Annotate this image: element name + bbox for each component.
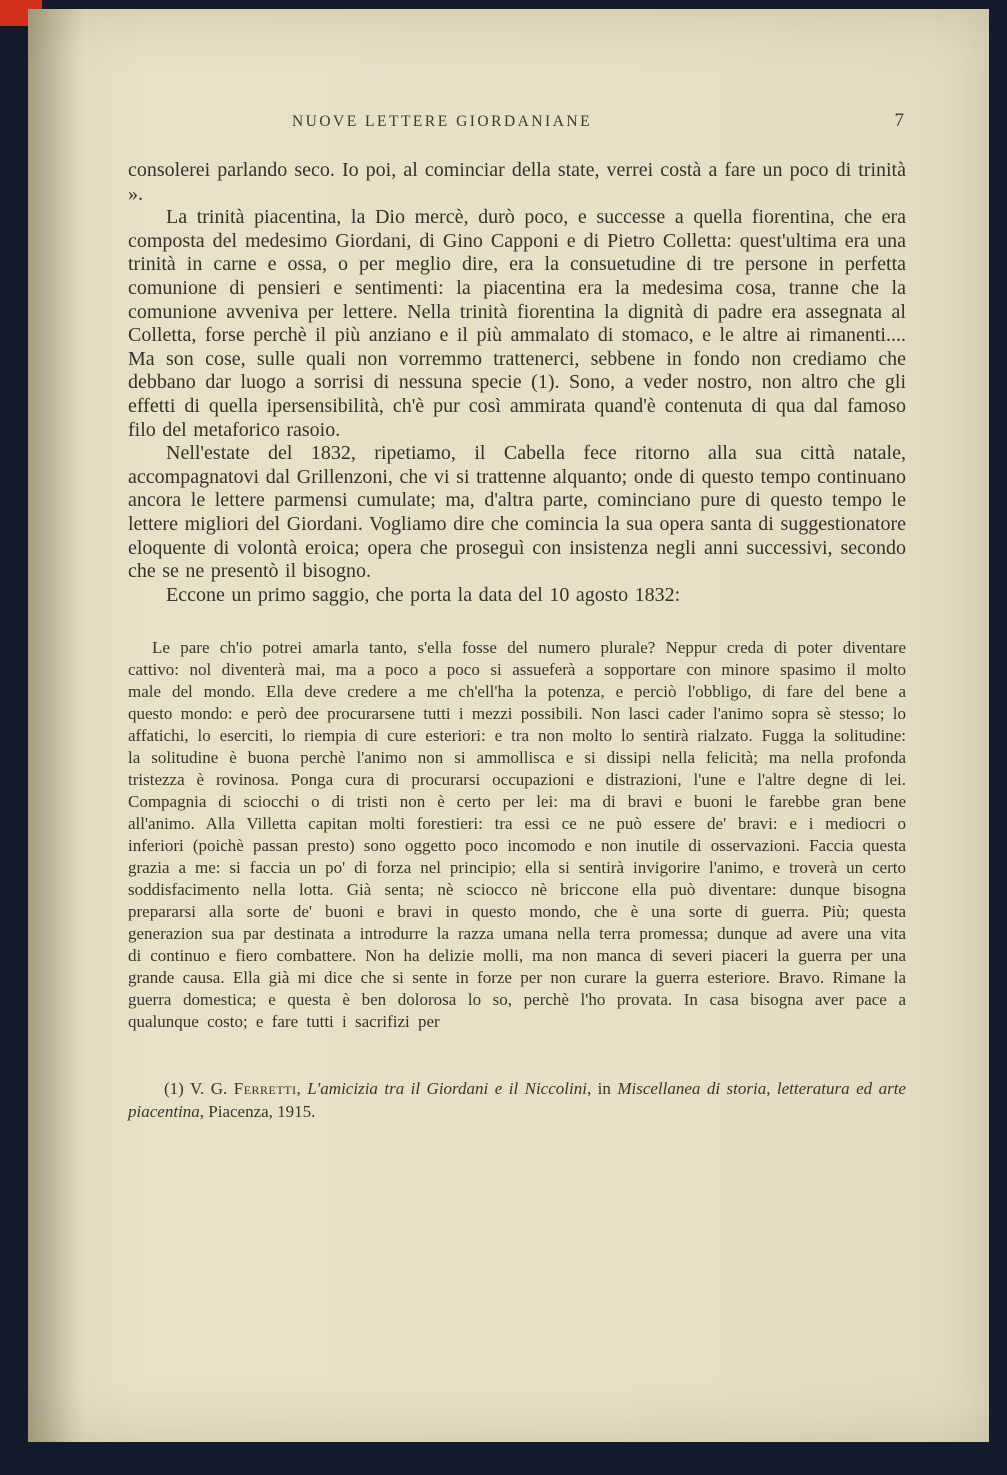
- letter-quote-text: Le pare ch'io potrei amarla tanto, s'ella fosse del numero plurale? Neppur creda di poter diventare cattivo: nol diventerà mai, ma a poco a poco si assueferà a sopportare con minore spasimo il molto male del mondo. Ella deve credere a me ch'ell'ha la potenza, e perciò l'obbligo, di fare del bene a questo mondo: e però dee procurarsene tutti i mezzi possibili. Non lasci cader l'animo sopra sè stesso; lo affatichi, lo eserciti, lo riempia di cure esteriori: e tra non molto lo sentirà rialzato. Fugga la solitudine: la solitudine è buona perchè l'animo non si ammollisca e si dissipi nella felicità; ma nella profonda tristezza è rovinosa. Ponga cura di procurarsi occupazioni e distrazioni, l'une e l'altre degne di lei. Compagnia di sciocchi o di tristi non è certo per lei: ma di bravi e buoni le farebbe gran bene all'animo. Alla Villetta capitan molti forestieri: tra essi ce ne può essere de' bravi: e i mediocri o inferiori (poichè passan presto) sono oggetto poco incomodo e non inutile di osservazioni. Faccia questa grazia a me: si faccia un po' di forza nel principio; ella si sentirà invigorire l'animo, e troverà un certo soddisfacimento nella lotta. Già senta; nè sciocco nè briccone ella può diventare: dunque bisogna prepararsi alla sorte de' buoni e bravi in questo mondo, che è una sorte di guerra. Più; questa generazion sua par destinata a introdurre la razza umana nella terra promessa; dunque ad avere una vita di continuo e fiero combattere. Non ha delizie molli, ma non manca di severi piaceri la guerra per una grande causa. Ella già mi dice che si sente in forze per non curare la guerra esteriore. Bravo. Rimane la guerra domestica; e questa è ben dolorosa lo so, perchè l'ho provata. In casa bisogna aver pace a qualunque costo; e fare tutti i sacrifizi per: [128, 638, 906, 1032]
- footnote-suffix: , Piacenza, 1915.: [199, 1102, 316, 1122]
- footnote-marker: (1) V. G.: [164, 1079, 234, 1099]
- book-page: [28, 9, 989, 1442]
- footnote-sep1: ,: [296, 1079, 308, 1099]
- page-number: 7: [894, 110, 904, 131]
- footnote-sep2: , in: [586, 1079, 618, 1099]
- running-header: [128, 110, 906, 135]
- paragraph-eccone: Eccone un primo saggio, che porta la data del 10 agosto 1832:: [166, 583, 681, 606]
- footnote-collection-title: Miscellanea di storia, letteratura ed arte piacentina: [128, 1079, 906, 1122]
- footnote-author: Ferretti: [233, 1079, 297, 1099]
- paragraph-continuation: consolerei parlando seco. Io poi, al cominciar della state, verrei costà a fare un poco di trinità ».: [128, 159, 906, 205]
- paragraph-trinita: La trinità piacentina, la Dio mercè, durò poco, e successe a quella fiorentina, che era composta del medesimo Giordani, di Gino Capponi e di Pietro Colletta: quest'ultima era una trinità in carne e ossa, o per meglio dire, era la consuetudine di tre persone in perfetta comunione di pensieri e sentimenti: la piacentina era la medesima cosa, tranne che la comunione avveniva per lettere. Nella trinità fiorentina la dignità di padre era assegnata al Colletta, forse perchè il più anziano e il più ammalato di stomaco, e le altre ai rimanenti.... Ma son cose, sulle quali non vorremmo trattenerci, sebbene in fondo non crediamo che debbano dar luogo a sorrisi di nessuna specie (1). Sono, a veder nostro, non altro che gli effetti di quella ipersensibilità, ch'è pur così ammirata quand'è contenuta di qua dal famoso filo del metaforico rasoio.: [128, 206, 906, 441]
- page-content: [128, 110, 906, 1123]
- footnote: [128, 1077, 906, 1123]
- footnote-work-title: L'amicizia tra il Giordani e il Niccolini: [307, 1079, 587, 1099]
- gutter-shadow: [28, 9, 83, 1442]
- header-title: NUOVE LETTERE GIORDANIANE: [291, 113, 593, 130]
- paragraph-nellestate: Nell'estate del 1832, ripetiamo, il Cabella fece ritorno alla sua città natale, accompagnatovi dal Grillenzoni, che vi si trattenne alquanto; onde di questo tempo continuano ancora le lettere parmensi cumulate; ma, d'altra parte, cominciano pure di questo tempo le lettere migliori del Giordani. Vogliamo dire che comincia la sua opera santa di suggestionatore eloquente di volontà eroica; opera che proseguì con insistenza negli anni successivi, secondo che se ne presentò il bisogno.: [128, 442, 906, 583]
- letter-quote-block: [128, 637, 906, 1033]
- body-text: [128, 159, 906, 607]
